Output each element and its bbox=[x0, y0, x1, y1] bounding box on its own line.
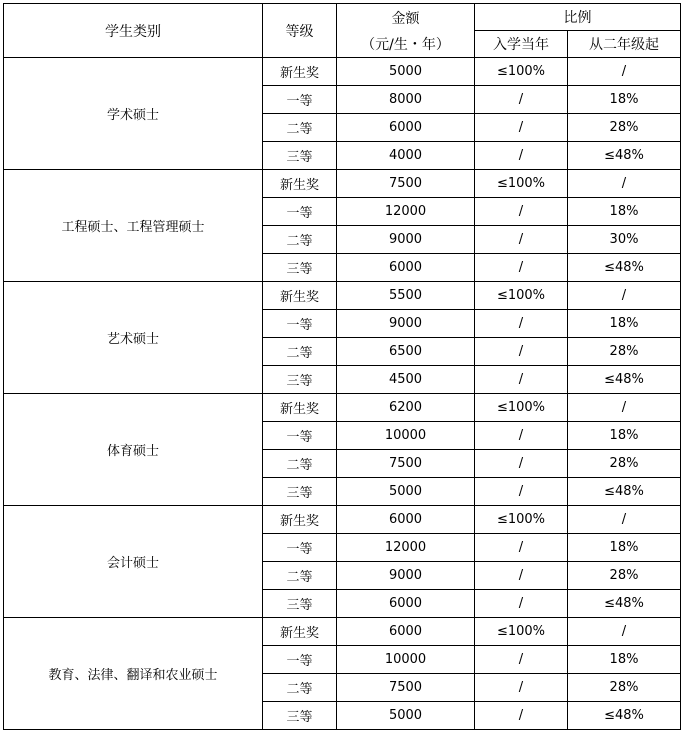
amount-cell: 6000 bbox=[337, 506, 475, 534]
grade-cell: 三等 bbox=[263, 590, 337, 618]
header-category: 学生类别 bbox=[4, 4, 263, 58]
amount-cell: 7500 bbox=[337, 170, 475, 198]
grade-cell: 二等 bbox=[263, 674, 337, 702]
grade-cell: 新生奖 bbox=[263, 394, 337, 422]
ratio-from-second-cell: / bbox=[568, 170, 681, 198]
grade-cell: 三等 bbox=[263, 702, 337, 730]
ratio-first-year-cell: / bbox=[475, 422, 568, 450]
ratio-first-year-cell: / bbox=[475, 534, 568, 562]
table-row bbox=[4, 618, 681, 646]
header-amount-line1: 金额 bbox=[391, 10, 420, 27]
ratio-first-year-cell: / bbox=[475, 450, 568, 478]
ratio-from-second-cell: ≤48% bbox=[568, 702, 681, 730]
table-row bbox=[4, 58, 681, 86]
ratio-first-year-cell: / bbox=[475, 226, 568, 254]
ratio-from-second-cell: 18% bbox=[568, 198, 681, 226]
grade-cell: 三等 bbox=[263, 366, 337, 394]
amount-cell: 5000 bbox=[337, 702, 475, 730]
ratio-first-year-cell: / bbox=[475, 86, 568, 114]
grade-cell: 一等 bbox=[263, 422, 337, 450]
ratio-from-second-cell: ≤48% bbox=[568, 366, 681, 394]
grade-cell: 一等 bbox=[263, 86, 337, 114]
grade-cell: 二等 bbox=[263, 450, 337, 478]
ratio-from-second-cell: 28% bbox=[568, 562, 681, 590]
grade-cell: 新生奖 bbox=[263, 58, 337, 86]
amount-cell: 10000 bbox=[337, 422, 475, 450]
amount-cell: 5500 bbox=[337, 282, 475, 310]
grade-cell: 一等 bbox=[263, 534, 337, 562]
ratio-from-second-cell: 28% bbox=[568, 114, 681, 142]
ratio-from-second-cell: / bbox=[568, 58, 681, 86]
ratio-from-second-cell: 18% bbox=[568, 86, 681, 114]
ratio-from-second-cell: 18% bbox=[568, 646, 681, 674]
table-row bbox=[4, 282, 681, 310]
ratio-from-second-cell: / bbox=[568, 618, 681, 646]
amount-cell: 6000 bbox=[337, 114, 475, 142]
ratio-from-second-cell: ≤48% bbox=[568, 478, 681, 506]
table-body bbox=[4, 58, 681, 730]
ratio-first-year-cell: / bbox=[475, 702, 568, 730]
grade-cell: 二等 bbox=[263, 562, 337, 590]
ratio-from-second-cell: ≤48% bbox=[568, 590, 681, 618]
student-category-cell: 会计硕士 bbox=[4, 506, 263, 618]
grade-cell: 新生奖 bbox=[263, 506, 337, 534]
amount-cell: 6000 bbox=[337, 618, 475, 646]
amount-cell: 12000 bbox=[337, 198, 475, 226]
header-grade: 等级 bbox=[263, 4, 337, 58]
amount-cell: 8000 bbox=[337, 86, 475, 114]
ratio-first-year-cell: ≤100% bbox=[475, 394, 568, 422]
ratio-first-year-cell: / bbox=[475, 338, 568, 366]
amount-cell: 6000 bbox=[337, 254, 475, 282]
grade-cell: 一等 bbox=[263, 646, 337, 674]
grade-cell: 新生奖 bbox=[263, 618, 337, 646]
table-row bbox=[4, 506, 681, 534]
amount-cell: 9000 bbox=[337, 562, 475, 590]
header-amount bbox=[337, 4, 475, 58]
amount-cell: 4500 bbox=[337, 366, 475, 394]
grade-cell: 三等 bbox=[263, 478, 337, 506]
ratio-first-year-cell: / bbox=[475, 646, 568, 674]
grade-cell: 一等 bbox=[263, 198, 337, 226]
ratio-from-second-cell: / bbox=[568, 394, 681, 422]
amount-cell: 7500 bbox=[337, 450, 475, 478]
amount-cell: 4000 bbox=[337, 142, 475, 170]
amount-cell: 12000 bbox=[337, 534, 475, 562]
amount-cell: 6200 bbox=[337, 394, 475, 422]
ratio-first-year-cell: / bbox=[475, 114, 568, 142]
header-ratio-first-year: 入学当年 bbox=[475, 31, 568, 58]
amount-cell: 5000 bbox=[337, 478, 475, 506]
ratio-first-year-cell: / bbox=[475, 142, 568, 170]
ratio-from-second-cell: 28% bbox=[568, 450, 681, 478]
amount-cell: 6500 bbox=[337, 338, 475, 366]
amount-cell: 6000 bbox=[337, 590, 475, 618]
student-category-cell: 学术硕士 bbox=[4, 58, 263, 170]
ratio-first-year-cell: ≤100% bbox=[475, 282, 568, 310]
grade-cell: 新生奖 bbox=[263, 282, 337, 310]
ratio-first-year-cell: ≤100% bbox=[475, 506, 568, 534]
ratio-first-year-cell: / bbox=[475, 562, 568, 590]
scholarship-table bbox=[3, 3, 681, 730]
amount-cell: 5000 bbox=[337, 58, 475, 86]
ratio-from-second-cell: 28% bbox=[568, 674, 681, 702]
header-amount-line2: （元/生・年） bbox=[361, 36, 450, 53]
grade-cell: 新生奖 bbox=[263, 170, 337, 198]
ratio-from-second-cell: 28% bbox=[568, 338, 681, 366]
ratio-from-second-cell: 18% bbox=[568, 422, 681, 450]
ratio-first-year-cell: / bbox=[475, 310, 568, 338]
table-row bbox=[4, 170, 681, 198]
student-category-cell: 体育硕士 bbox=[4, 394, 263, 506]
amount-cell: 7500 bbox=[337, 674, 475, 702]
header-ratio-from-second: 从二年级起 bbox=[568, 31, 681, 58]
ratio-first-year-cell: / bbox=[475, 198, 568, 226]
grade-cell: 二等 bbox=[263, 338, 337, 366]
ratio-first-year-cell: / bbox=[475, 254, 568, 282]
header-ratio: 比例 bbox=[475, 4, 681, 31]
ratio-first-year-cell: / bbox=[475, 590, 568, 618]
ratio-from-second-cell: 30% bbox=[568, 226, 681, 254]
grade-cell: 三等 bbox=[263, 254, 337, 282]
amount-cell: 9000 bbox=[337, 310, 475, 338]
ratio-first-year-cell: ≤100% bbox=[475, 618, 568, 646]
table-row bbox=[4, 394, 681, 422]
grade-cell: 二等 bbox=[263, 226, 337, 254]
amount-cell: 10000 bbox=[337, 646, 475, 674]
ratio-first-year-cell: ≤100% bbox=[475, 58, 568, 86]
ratio-from-second-cell: / bbox=[568, 506, 681, 534]
ratio-from-second-cell: 18% bbox=[568, 534, 681, 562]
grade-cell: 一等 bbox=[263, 310, 337, 338]
student-category-cell: 艺术硕士 bbox=[4, 282, 263, 394]
ratio-first-year-cell: ≤100% bbox=[475, 170, 568, 198]
ratio-from-second-cell: ≤48% bbox=[568, 254, 681, 282]
ratio-from-second-cell: 18% bbox=[568, 310, 681, 338]
header-row bbox=[4, 4, 681, 31]
ratio-from-second-cell: / bbox=[568, 282, 681, 310]
ratio-from-second-cell: ≤48% bbox=[568, 142, 681, 170]
grade-cell: 三等 bbox=[263, 142, 337, 170]
student-category-cell: 工程硕士、工程管理硕士 bbox=[4, 170, 263, 282]
ratio-first-year-cell: / bbox=[475, 366, 568, 394]
amount-cell: 9000 bbox=[337, 226, 475, 254]
student-category-cell: 教育、法律、翻译和农业硕士 bbox=[4, 618, 263, 730]
ratio-first-year-cell: / bbox=[475, 478, 568, 506]
ratio-first-year-cell: / bbox=[475, 674, 568, 702]
grade-cell: 二等 bbox=[263, 114, 337, 142]
